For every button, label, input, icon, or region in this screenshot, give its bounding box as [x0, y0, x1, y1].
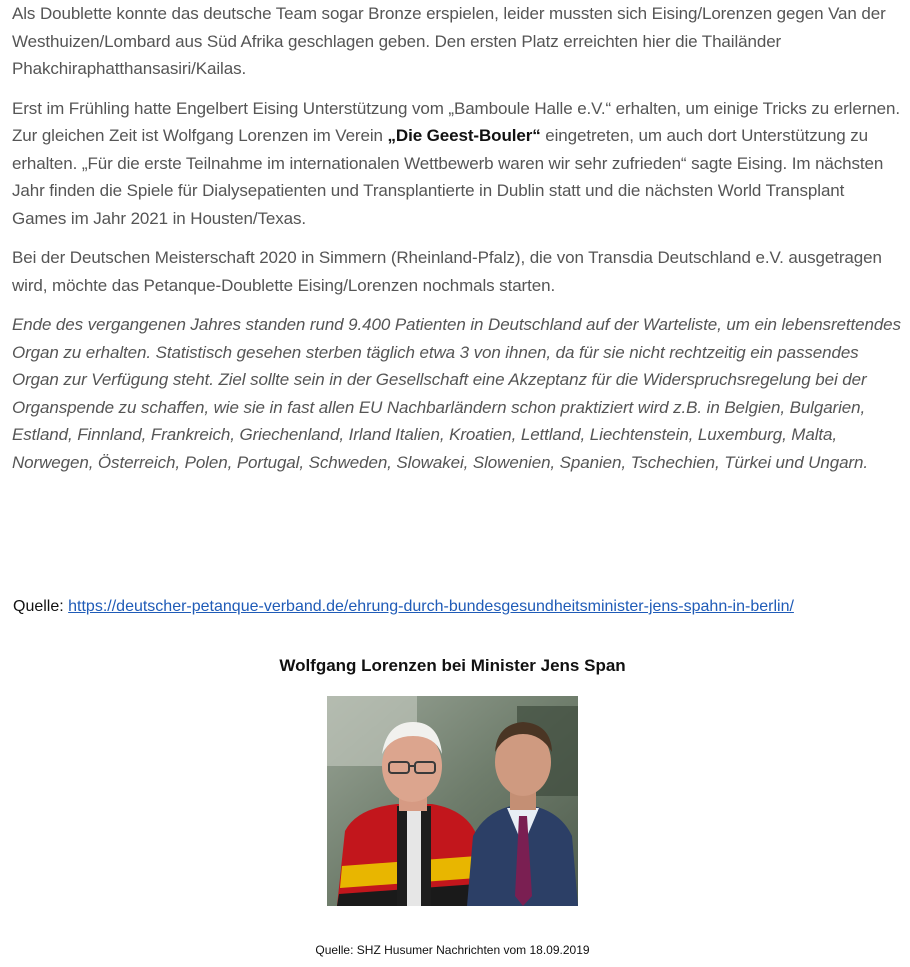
paragraph-championship: Bei der Deutschen Meisterschaft 2020 in Simmern (Rheinland-Pfalz), die von Transdia Deutschland e.V. ausgetragen wird, möchte das Petanque-Doublette Eising/Lorenzen nochmals starten.	[12, 248, 882, 295]
paragraph-training	[12, 95, 902, 233]
source-link[interactable]: https://deutscher-petanque-verband.de/ehrung-durch-bundesgesundheitsminister-jens-spahn-in-berlin/	[68, 598, 794, 615]
photo-credit: Quelle: SHZ Husumer Nachrichten vom 18.09.2019	[315, 943, 590, 957]
paragraph-doublette-result: Als Doublette konnte das deutsche Team sogar Bronze erspielen, leider mussten sich Eising/Lorenzen gegen Van der Westhuizen/Lombard aus Süd Afrika geschlagen geben. Den ersten Platz erreichten hier die Thailänder Phakchiraphatthansasiri/Kailas.	[12, 4, 886, 78]
photo-lorenzen-spahn	[327, 696, 578, 906]
source-label: Quelle:	[13, 598, 69, 615]
article-body	[12, 0, 902, 488]
paragraph-organ-donation: Ende des vergangenen Jahres standen rund 9.400 Patienten in Deutschland auf der Warteliste, um ein lebensrettendes Organ zu erhalten. Statistisch gesehen sterben täglich etwa 3 von ihnen, da für sie nicht rechtzeitig ein passendes Organ zur Verfügung steht. Ziel sollte sein in der Gesellschaft eine Akzeptanz für die Widerspruchsregelung bei der Organspende zu schaffen, wie sie in fast allen EU Nachbarländern schon praktiziert wird z.B. in Belgien, Bulgarien, Estland, Finnland, Frankreich, Griechenland, Irland Italien, Kroatien, Lettland, Liechtenstein, Luxemburg, Malta, Norwegen, Österreich, Polen, Portugal, Schweden, Slowakei, Slowenien, Spanien, Tschechien, Türkei und Ungarn.	[12, 315, 901, 472]
photo-illustration	[327, 696, 578, 906]
photo-title: Wolfgang Lorenzen bei Minister Jens Span	[279, 656, 626, 675]
club-name: „Die Geest-Bouler“	[387, 126, 541, 145]
paragraph-training-start: Erst im Frühling hatte Engelbert Eising Unterstützung vom „Bamboule Halle e.V.“ erhalten, um einige Tricks zu erlernen. Zur gleichen Zeit ist Wolfgang Lorenzen im Verein	[12, 98, 900, 145]
source-line	[13, 598, 794, 616]
paragraph-training-end: eingetreten, um auch dort Unterstützung zu erhalten. „Für die erste Teilnahme im internationalen Wettbewerb waren wir sehr zufrieden“ sagte Eising. Im nächsten Jahr finden die Spiele für Dialysepatienten und Transplantierte in Dublin statt und die nächsten World Transplant Games im Jahr 2021 in Housten/Texas.	[12, 126, 884, 228]
